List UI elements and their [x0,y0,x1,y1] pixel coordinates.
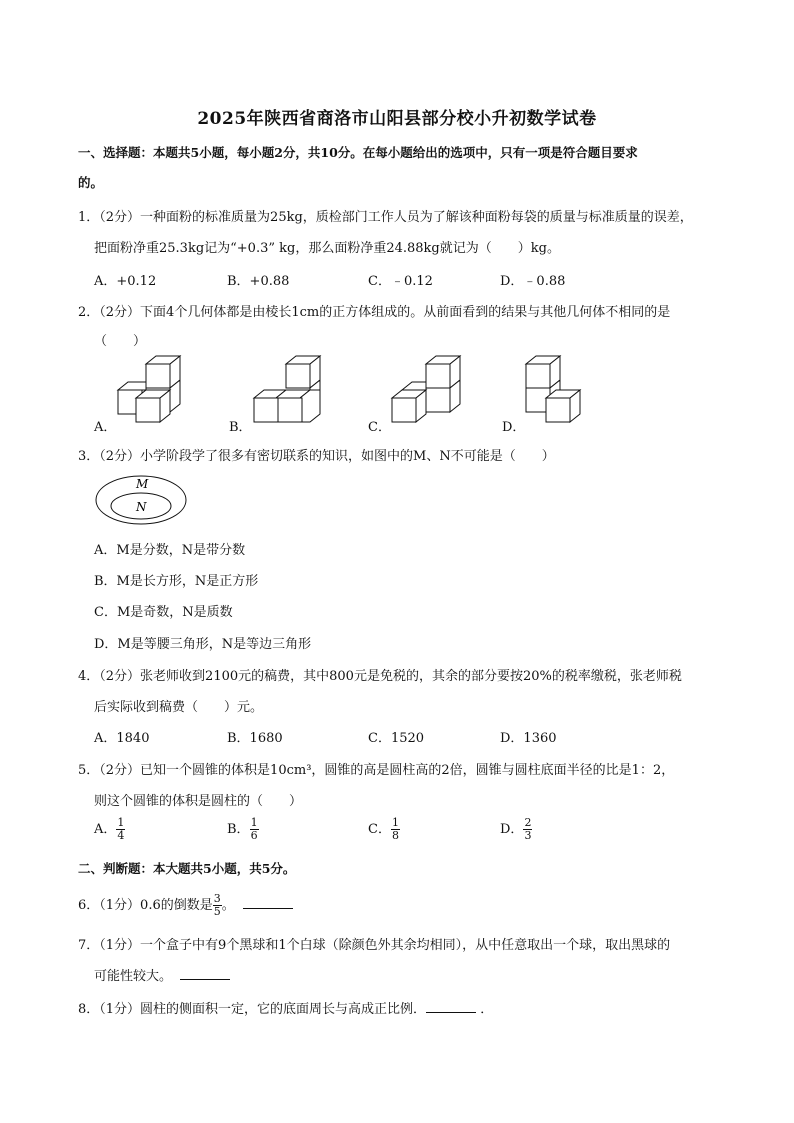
q2-figure-d [522,354,592,428]
q8-line [78,998,728,1017]
section-2-heading: 二、判断题：本大题共5小题，共5分。 [78,861,296,876]
q8-answer-blank[interactable] [426,1000,476,1013]
q2-label-a[interactable]: A． [94,420,117,435]
q2-line1: 2．（2分）下面4个几何体都是由棱长1cm的正方体组成的。从前面看到的结果与其他几何体不相同的是 [78,305,671,320]
fraction-denominator: 3 [524,829,532,842]
q1-option-c[interactable]: C．﹣0.12 [368,274,433,289]
section-1-heading [78,138,728,198]
q1-option-d[interactable]: D．﹣0.88 [500,274,566,289]
q4-option-a[interactable]: A．1840 [94,731,150,746]
q5-option-c-fraction [391,817,400,842]
fraction-denominator: 6 [250,829,258,842]
fraction-numerator: 1 [391,816,399,829]
q6-line [78,893,728,918]
q5-option-a-fraction [116,817,125,842]
q4-line2: 后实际收到稿费（ ）元。 [94,700,264,715]
venn-outer-label: M [136,477,149,491]
q3-venn-diagram [94,474,188,526]
fraction-denominator: 4 [117,829,125,842]
q6-answer-blank[interactable] [243,896,293,909]
q2-label-b[interactable]: B． [229,420,252,435]
q2-figure-b [250,354,330,426]
q4-line1: 4．（2分）张老师收到2100元的稿费，其中800元是免税的，其余的部分要按20%的税率缴税，张老师税 [78,669,682,684]
exam-title: 2025年陕西省商洛市山阳县部分校小升初数学试卷 [197,109,597,129]
q1-line2: 把面粉净重25.3kg记为“+0.3” kg，那么面粉净重24.88kg就记为（ ）kg。 [94,241,560,256]
q1-line1: 1．（2分）一种面粉的标准质量为25kg，质检部门工作人员为了解该种面粉每袋的质量与标准质量的误差， [78,210,693,225]
fraction-numerator: 1 [250,816,258,829]
q2-label-d[interactable]: D． [502,420,526,435]
q8-text: 8．（1分）圆柱的侧面积一定，它的底面周长与高成正比例． [78,1002,427,1017]
q4-option-c[interactable]: C．1520 [368,731,425,746]
q3-option-c[interactable]: C．M是奇数，N是质数 [94,605,233,620]
q3-option-b[interactable]: B．M是长方形，N是正方形 [94,574,259,589]
q2-figure-c [388,354,468,426]
q5-option-d-fraction [523,817,532,842]
q6-text: 6．（1分）0.6的倒数是 [78,898,213,913]
q1-option-b[interactable]: B．+0.88 [227,274,290,289]
q5-option-a-letter: A． [94,822,117,837]
q4-option-d[interactable]: D．1360 [500,731,557,746]
venn-inner-label: N [136,500,147,514]
q3-option-a[interactable]: A．M是分数，N是带分数 [94,543,246,558]
q7-line1: 7．（1分）一个盒子中有9个黑球和1个白球（除颜色外其余均相同），从中任意取出一个球，取出黑球的 [78,938,671,953]
fraction-numerator: 3 [213,892,221,905]
q2-line2: （ ） [94,334,147,349]
q7-line2-row [94,965,744,984]
fraction-numerator: 2 [524,816,532,829]
q4-option-b[interactable]: B．1680 [227,731,283,746]
q7-line2: 可能性较大。 [94,969,173,984]
q3-line1: 3．（2分）小学阶段学了很多有密切联系的知识，如图中的M、N不可能是（ ） [78,449,555,464]
fraction-denominator: 5 [213,905,221,918]
q6-suffix: 。 [221,898,235,913]
q3-option-d[interactable]: D．M是等腰三角形，N是等边三角形 [94,637,312,652]
fraction-denominator: 8 [391,829,399,842]
q5-option-c[interactable] [368,817,400,842]
q2-figure-a [112,354,182,426]
q5-option-b-letter: B． [227,822,250,837]
q8-suffix: ． [480,1002,494,1017]
q1-option-a[interactable]: A．+0.12 [94,274,157,289]
q5-option-c-letter: C． [368,822,391,837]
q5-line1: 5．（2分）已知一个圆锥的体积是10cm³，圆锥的高是圆柱高的2倍，圆锥与圆柱底面半径的比是1：2， [78,763,675,778]
q7-answer-blank[interactable] [180,967,230,980]
q5-option-d-letter: D． [500,822,524,837]
section-1-line2: 的。 [78,175,104,190]
fraction-numerator: 1 [117,816,125,829]
q6-fraction [213,893,222,918]
q2-label-c[interactable]: C． [368,420,391,435]
q5-option-a[interactable] [94,817,125,842]
q5-option-b-fraction [250,817,259,842]
q5-option-b[interactable] [227,817,259,842]
section-1-line1: 一、选择题：本题共5小题，每小题2分，共10分。在每小题给出的选项中，只有一项是符合题目要求 [78,145,638,160]
q5-option-d[interactable] [500,817,532,842]
q5-line2: 则这个圆锥的体积是圆柱的（ ） [94,794,303,809]
